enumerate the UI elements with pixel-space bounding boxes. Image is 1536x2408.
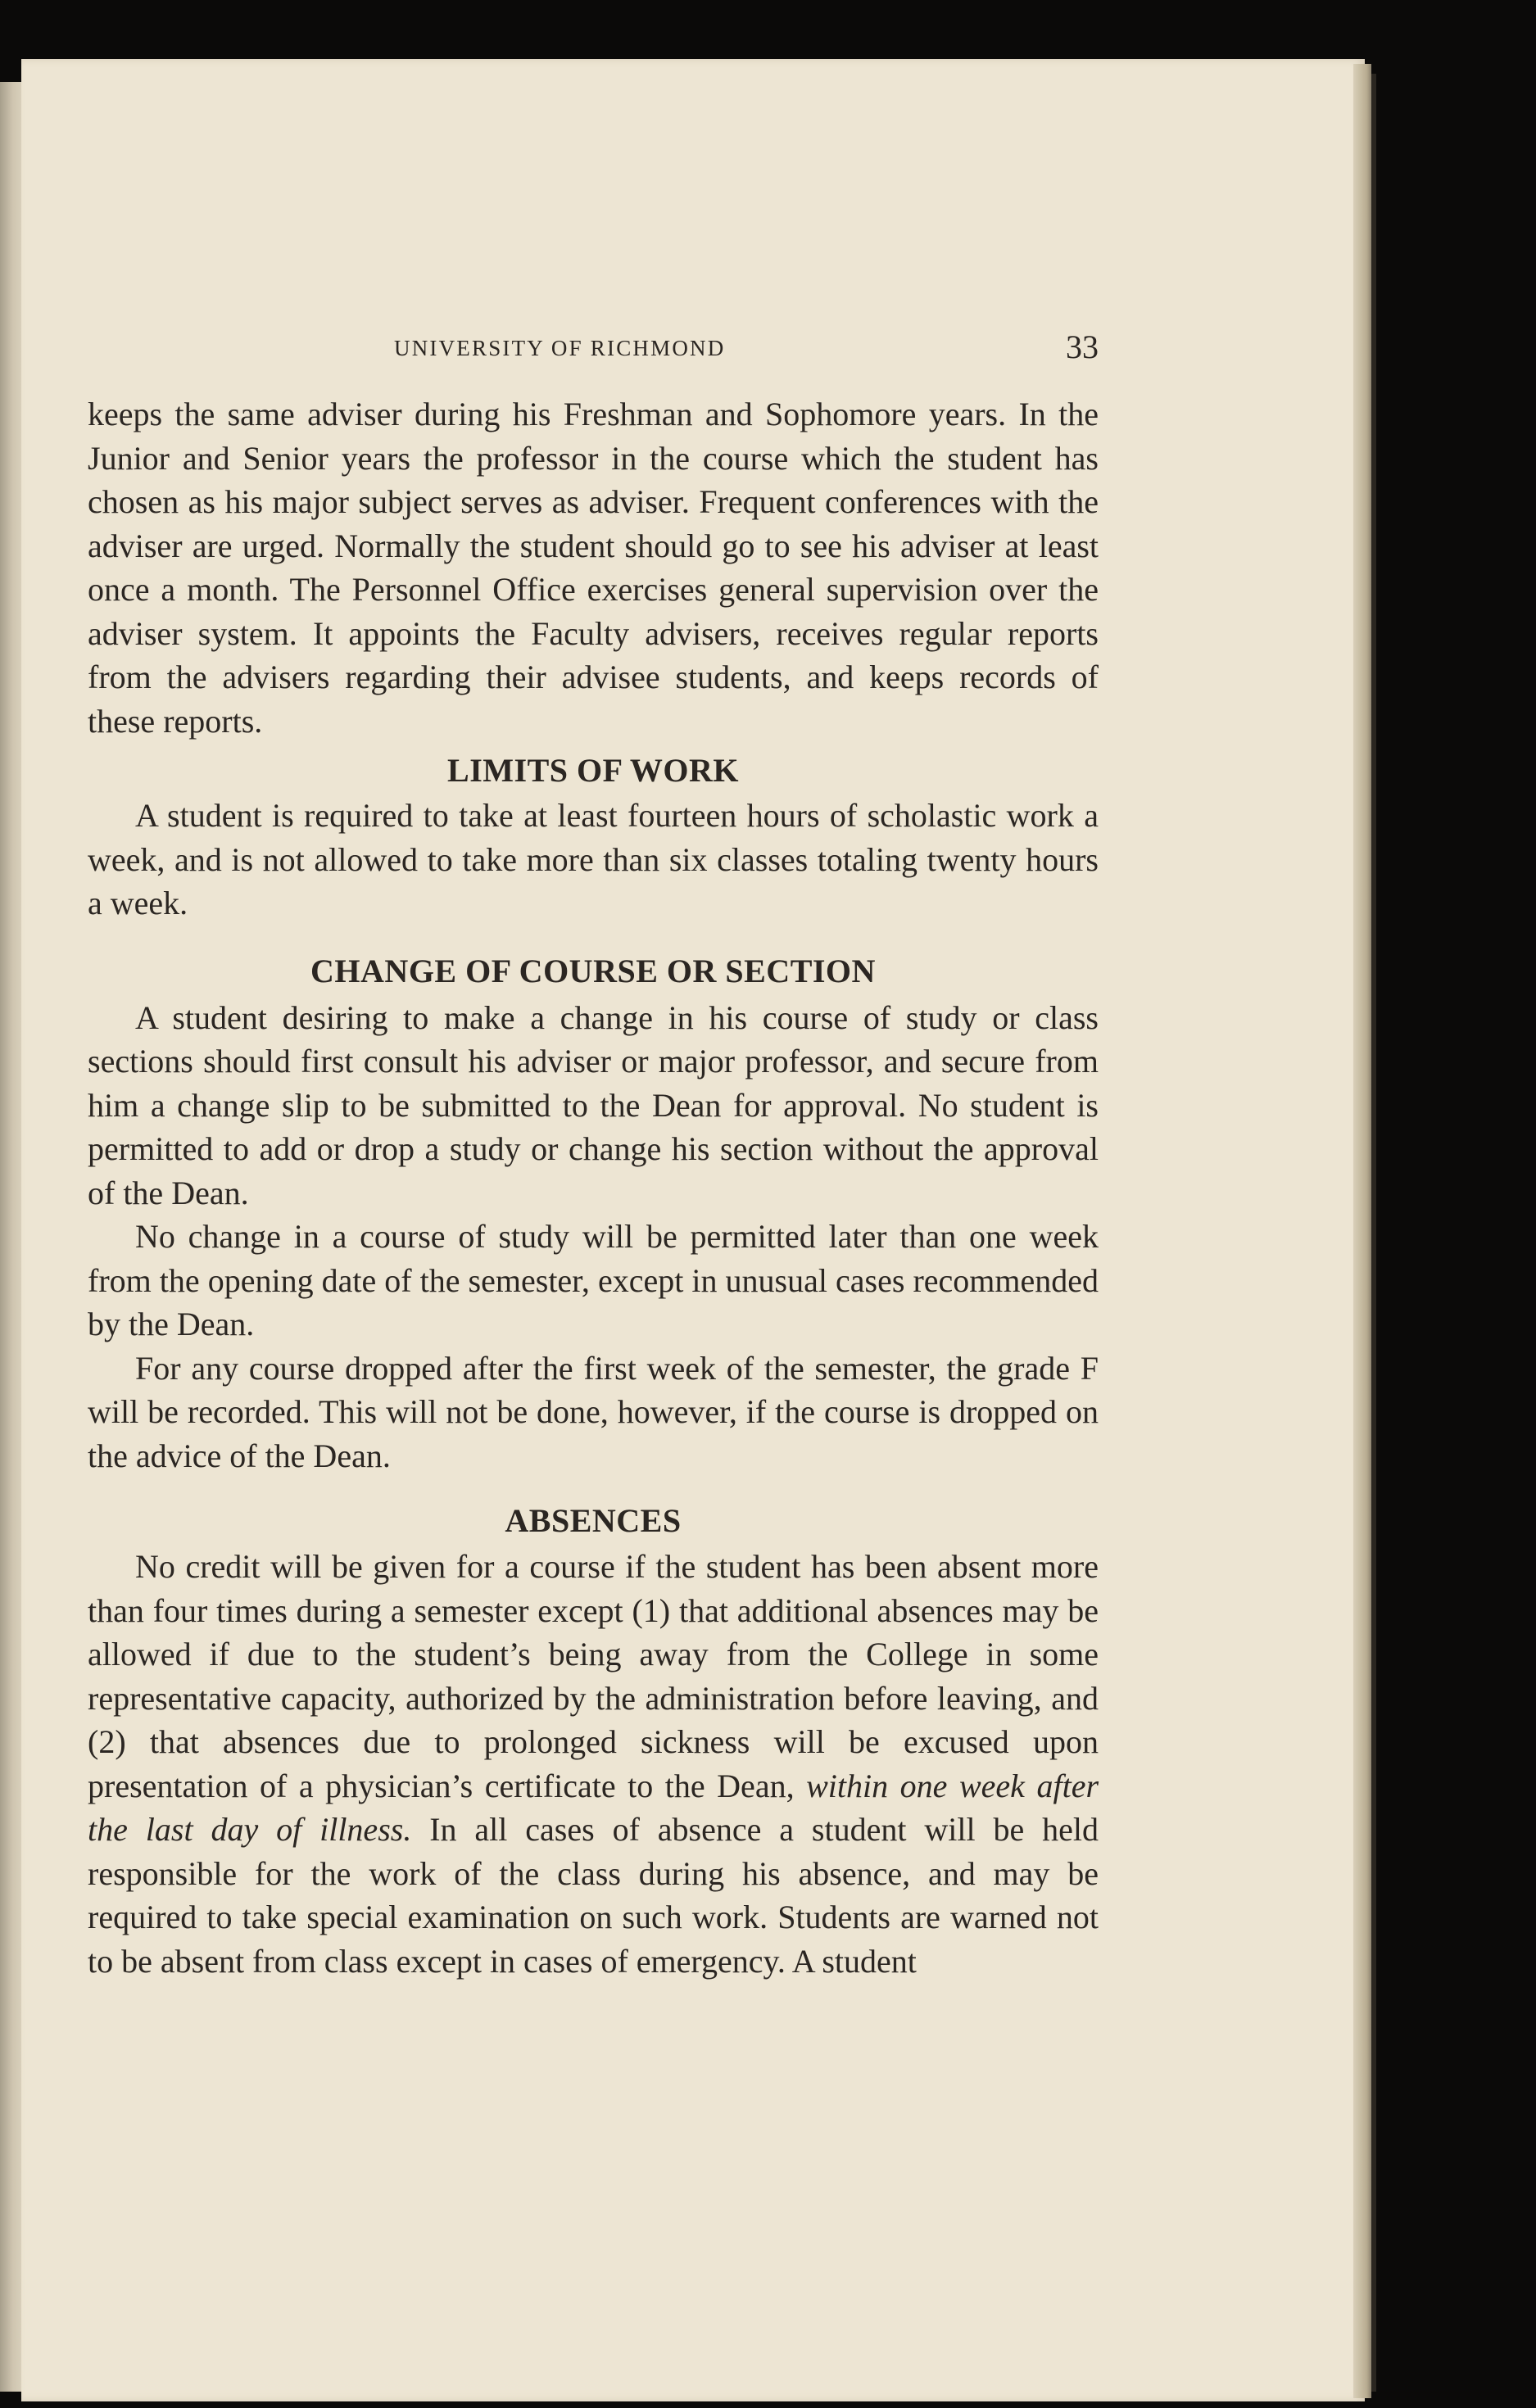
limits-of-work-paragraph: A student is required to take at least fourteen hours of scholastic work a week, and is not allowed to take more than six classes totaling twenty hours a week. [88,797,1099,921]
page-shadow-edge [1371,74,1376,2392]
running-head [88,328,1099,381]
page-fore-edge [1353,64,1371,2398]
absences-text-end: In all cases of absence a student will be held responsible for the work of the class during his absence, and may be required to take special examination on such work. Students are warned not to be absent from class except in cases of emergency. A student [88,1811,1099,1980]
change-of-course-heading: CHANGE OF COURSE OR SECTION [310,952,876,989]
facing-page-edge [0,82,21,2392]
absences-paragraph [88,1545,1099,1983]
running-head-title: UNIVERSITY OF RICHMOND [394,336,726,360]
absences-text-italic: within one week after the last day of illness. [88,1767,1099,1848]
limits-of-work-heading: LIMITS OF WORK [447,752,739,789]
page-text-block [88,328,1099,1983]
page-number: 33 [1066,328,1099,365]
change-of-course-paragraph-3: For any course dropped after the first week of the semester, the grade F will be recorded. This will not be done, however, if the course is dropped on the advice of the Dean. [88,1349,1099,1474]
change-of-course-paragraph-2: No change in a course of study will be permitted later than one week from the opening date of the semester, except in unusual cases recommended by the Dean. [88,1218,1099,1342]
change-of-course-paragraph-1: A student desiring to make a change in his course of study or class sections should first consult his adviser or major professor, and secure from him a change slip to be submitted to the Dean for approval. No student is permitted to add or drop a study or change his section without the approval of the Dean. [88,998,1099,1211]
absences-heading: ABSENCES [505,1502,682,1539]
absences-text-start: No credit will be given for a course if the student has been absent more than four times during a semester except (1) that additional absences may be allowed if due to the student’s being away from the College in some representative capacity, authorized by the administration before leaving, and (2) that absences due to prolonged sickness will be excused upon presentation of a physician’s certificate to the Dean, [88,1548,1099,1804]
adviser-paragraph: keeps the same adviser during his Freshman and Sophomore years. In the Junior and Senior years the professor in the course which the student has chosen as his major subject serves as adviser. Frequent conferences with the adviser are urged. Normally the student should go to see his adviser at least once a month. The Personnel Office exercises general supervision over the adviser system. It appoints the Faculty advisers, receives regular reports from the advisers regarding their advisee students, and keeps records of these reports. [88,396,1099,740]
